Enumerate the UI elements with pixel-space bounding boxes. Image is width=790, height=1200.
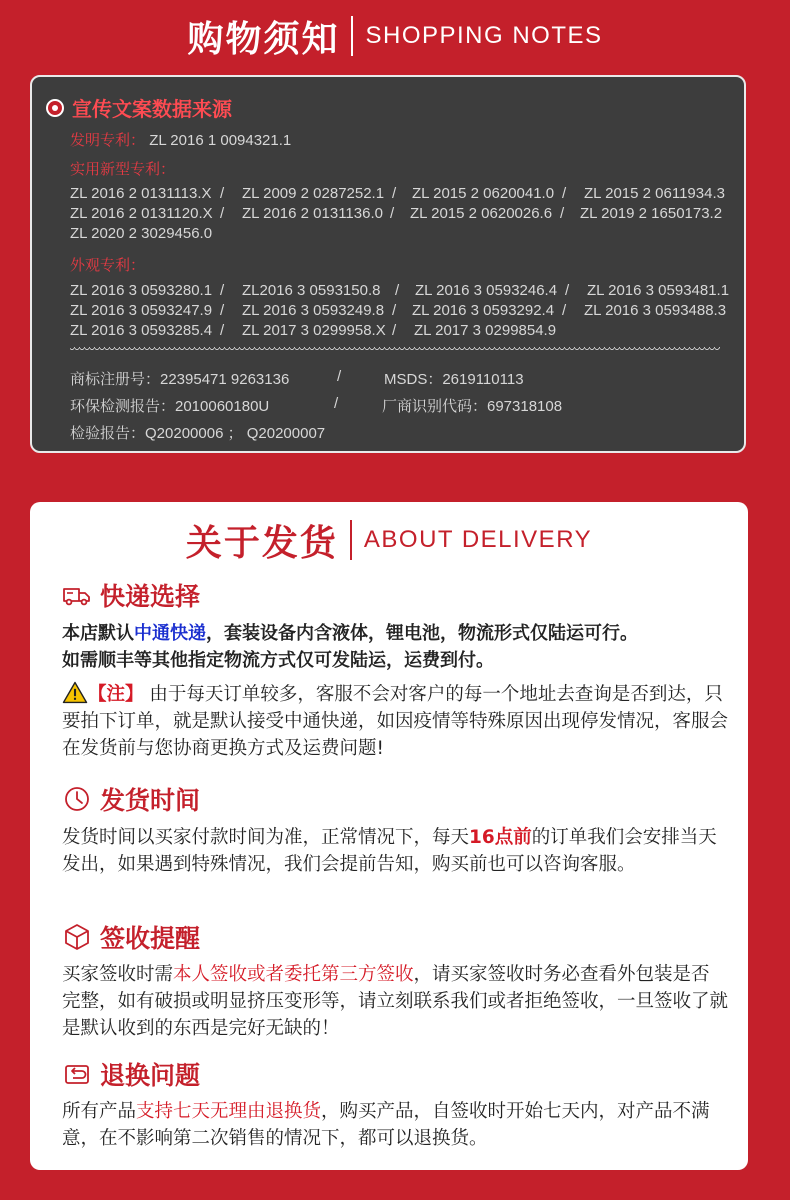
- patent-number: ZL 2020 2 3029456.0: [70, 225, 213, 242]
- express-section-title: [62, 577, 200, 613]
- delivery-title-cn: 关于发货: [185, 522, 338, 564]
- design-row: [70, 322, 556, 339]
- separator: /: [562, 185, 567, 202]
- patent-number: ZL 2016 3 0593247.9: [70, 302, 213, 319]
- delivery-title-en: ABOUT DELIVERY: [363, 526, 593, 553]
- sign-section-title: [62, 919, 200, 955]
- warning-icon: [62, 681, 88, 704]
- cutoff-time-highlight: 16点前: [469, 827, 532, 848]
- text: 发货时间以买家付款时间为准，正常情况下，每天: [62, 827, 470, 848]
- patent-number: ZL 2016 3 0593249.8: [242, 302, 385, 319]
- ship-time-section-title: [62, 781, 200, 817]
- text: ，套装设备内含液体，锂电池，物流形式仅陆运可行。: [206, 623, 638, 644]
- text: 如需顺丰等其他指定物流方式仅可发陆运，运费到付。: [62, 650, 494, 671]
- returns-title: 退换问题: [100, 1061, 201, 1090]
- sign-highlight: 本人签收或者委托第三方签收: [173, 964, 414, 985]
- inspection-report: 检验报告：Q20200006 ； Q20200007: [70, 425, 326, 442]
- separator: /: [560, 205, 565, 222]
- bullet-dot-icon: [46, 99, 64, 117]
- design-row: [70, 302, 726, 319]
- patent-number: ZL 2017 3 0299854.9: [414, 322, 557, 339]
- separator: /: [334, 395, 339, 412]
- utility-row: [70, 225, 212, 242]
- text: 的订单我们会安排当天发出，如果遇到特殊情况，我们会提前告知，购买前也可以咨询客服。: [62, 827, 717, 875]
- msds-number: MSDS：2619110113: [384, 371, 524, 388]
- patent-number: ZL 2016 2 0131136.0: [242, 205, 383, 222]
- sign-paragraph: [62, 961, 728, 1042]
- express-title: 快递选择: [100, 582, 201, 611]
- ship-time-title: 发货时间: [100, 786, 201, 815]
- note-text: 由于每天订单较多，客服不会对客户的每一个地址去查询是否到达，只要拍下订单，就是默认接受中通快递，如因疫情等特殊原因出现停发情况，客服会在发货前与您协商更换方式及运费问题!: [62, 684, 729, 759]
- express-note: [62, 681, 728, 762]
- text: 所有产品: [62, 1101, 137, 1122]
- invention-value: ZL 2016 1 0094321.1: [149, 132, 292, 149]
- clock-icon: [62, 784, 92, 814]
- separator: /: [392, 302, 397, 319]
- utility-row: [70, 205, 722, 222]
- patent-number: ZL 2015 2 0620026.6: [410, 205, 553, 222]
- text: 本店默认: [62, 623, 134, 644]
- note-label: 【注】: [88, 684, 144, 705]
- zto-express-highlight: 中通快递: [134, 623, 206, 644]
- patent-number: ZL 2015 2 0611934.3: [584, 185, 725, 202]
- patent-number: ZL 2017 3 0299958.X: [242, 322, 386, 339]
- separator: /: [220, 185, 225, 202]
- design-row: [70, 282, 729, 299]
- wavy-divider: [70, 347, 720, 353]
- invention-label: 发明专利：: [70, 132, 146, 149]
- patent-number: ZL 2016 2 0131120.X: [70, 205, 213, 222]
- text: ，请买家签收时务必查看外包装是否完整，如有破损或明显挤压变形等，请立刻联系我们或者拒绝签收，一旦签收了就是默认收到的东西是完好无缺的！: [62, 964, 729, 1039]
- patent-number: ZL 2019 2 1650173.2: [580, 205, 723, 222]
- patent-number: ZL 2016 3 0593285.4: [70, 322, 213, 339]
- patent-number: ZL 2016 3 0593488.3: [584, 302, 727, 319]
- header-divider: [351, 16, 353, 56]
- text: ，购买产品，自签收时开始七天内，对产品不满意，在不影响第二次销售的情况下，都可以退换货。: [62, 1101, 710, 1149]
- separator: /: [220, 302, 225, 319]
- patent-number: ZL 2016 3 0593481.1: [587, 282, 730, 299]
- truck-icon: [62, 580, 92, 610]
- box-icon: [62, 922, 92, 952]
- separator: /: [395, 282, 400, 299]
- patent-number: ZL 2016 2 0131113.X: [70, 185, 212, 202]
- header-divider: [350, 520, 352, 560]
- text: 买家签收时需: [62, 964, 174, 985]
- vendor-code: 厂商识别代码：697318108: [382, 398, 563, 415]
- panel-title-text: 宣传文案数据来源: [72, 97, 232, 121]
- express-paragraph: [62, 620, 728, 674]
- invention-patent-line: [70, 129, 291, 150]
- patent-number: ZL2016 3 0593150.8: [242, 282, 381, 299]
- sign-title: 签收提醒: [100, 924, 201, 953]
- patent-number: ZL 2016 3 0593280.1: [70, 282, 213, 299]
- env-report-number: 环保检测报告：2010060180U: [70, 398, 270, 415]
- patent-number: ZL 2016 3 0593246.4: [415, 282, 558, 299]
- returns-paragraph: [62, 1098, 728, 1152]
- separator: /: [565, 282, 570, 299]
- delivery-info-panel: [30, 502, 748, 1170]
- separator: /: [392, 185, 397, 202]
- utility-label: 实用新型专利：: [70, 161, 176, 178]
- patent-info-panel: [30, 75, 746, 453]
- patent-number: ZL 2009 2 0287252.1: [242, 185, 385, 202]
- separator: /: [220, 282, 225, 299]
- separator: /: [220, 205, 225, 222]
- separator: /: [390, 205, 395, 222]
- header-title-en: SHOPPING NOTES: [365, 22, 603, 49]
- panel-title: [46, 93, 232, 122]
- about-delivery-header: [30, 516, 748, 564]
- design-label: 外观专利：: [70, 257, 146, 274]
- separator: /: [562, 302, 567, 319]
- returns-highlight: 支持七天无理由退换货: [136, 1101, 322, 1122]
- ship-time-paragraph: [62, 824, 728, 878]
- return-icon: [62, 1059, 92, 1089]
- shopping-notes-header: [0, 12, 790, 60]
- returns-section-title: [62, 1056, 200, 1092]
- patent-number: ZL 2015 2 0620041.0: [412, 185, 555, 202]
- header-title-cn: 购物须知: [187, 18, 340, 60]
- separator: /: [392, 322, 397, 339]
- separator: /: [220, 322, 225, 339]
- separator: /: [337, 368, 342, 385]
- utility-row: [70, 185, 725, 202]
- patent-number: ZL 2016 3 0593292.4: [412, 302, 555, 319]
- trademark-number: 商标注册号：22395471 9263136: [70, 371, 290, 388]
